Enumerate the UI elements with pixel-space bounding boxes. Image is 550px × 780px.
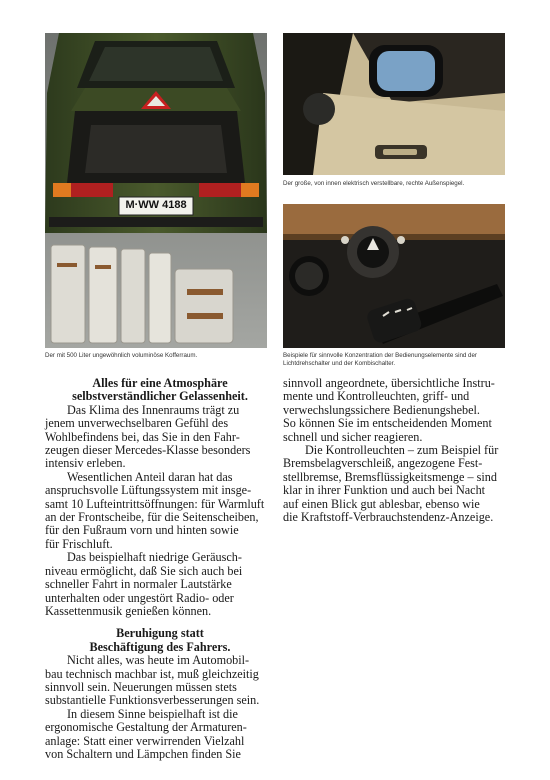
text-line: von Schaltern und Lämpchen finden Sie <box>45 746 241 761</box>
text-line: klar in ihrer Funktion und auch bei Nacht <box>283 483 486 498</box>
trunk-caption: Der mit 500 Liter ungewöhnlich voluminöse Kofferraum. <box>45 352 198 359</box>
text-line: Wesentlichen Anteil daran hat das <box>67 469 233 484</box>
text-line: auf einen Blick gut ablesbar, ebenso wie <box>283 496 480 511</box>
heading-atmosphere <box>45 377 275 404</box>
paragraph-warning-lights <box>283 444 518 524</box>
left-text-column <box>45 377 275 761</box>
text-line: für Frischluft. <box>45 536 113 551</box>
switches-photo <box>283 204 505 348</box>
text-line: Das beispielhaft niedrige Geräusch- <box>67 550 242 565</box>
paragraph-technology <box>45 654 275 708</box>
heading-driver <box>45 627 275 654</box>
text-line: sinnvoll sein. Neuerungen müssen stets <box>45 679 237 694</box>
text-line: verwechslungssichere Bedienungshebel. <box>283 402 480 417</box>
text-line: Bremsbelagverschleiß, angezogene Fest- <box>283 456 483 471</box>
heading-line: Alles für eine Atmosphäre <box>92 376 228 390</box>
text-line: Kassettenmusik genießen können. <box>45 603 212 618</box>
text-line: So können Sie im entscheidenden Moment <box>283 416 492 431</box>
heading-line: Beruhigung statt <box>116 626 204 641</box>
text-line: mente und Kontrolleuchten, griff- und <box>283 389 470 404</box>
text-line: stellbremse, Bremsflüssigkeitsmenge – sind <box>283 469 497 484</box>
mirror-photo-illustration <box>283 33 505 175</box>
text-line: samt 10 Lufteintrittsöffnungen: für Warmluft <box>45 496 265 511</box>
text-line: die Kraftstoff-Verbrauchstendenz-Anzeige. <box>283 510 494 525</box>
heading-line: selbstverständlicher Gelassenheit. <box>72 389 248 404</box>
text-line: sinnvoll angeordnete, übersichtliche Instru- <box>283 376 495 390</box>
text-line: ergonomische Gestaltung der Armaturen- <box>45 720 247 735</box>
text-line: anspruchsvolle Lüftungssystem mit insge- <box>45 483 252 498</box>
switches-caption <box>283 352 477 368</box>
paragraph-climate <box>45 404 275 471</box>
switches-caption-line-1: Beispiele für sinnvolle Konzentration der Bedienungselemente sind der <box>283 352 477 359</box>
text-line: jenem unverwechselbaren Gefühl des <box>45 416 229 431</box>
paragraph-noise <box>45 551 275 618</box>
text-line: schnell und sicher reagieren. <box>283 429 423 444</box>
text-line: intensiv erleben. <box>45 456 126 471</box>
switches-caption-line-2: Lichtdrehschalter und der Kombischalter. <box>283 360 396 367</box>
text-line: zeugen dieser Mercedes-Klasse besonders <box>45 443 251 458</box>
text-line: bau technisch machbar ist, muß gleichzeitig <box>45 666 259 681</box>
mirror-caption: Der große, von innen elektrisch verstellbare, rechte Außenspiegel. <box>283 180 465 187</box>
text-line: Das Klima des Innenraums trägt zu <box>67 402 240 417</box>
text-line: für den Fußraum vorn und hinten sowie <box>45 523 239 538</box>
text-line: an der Frontscheibe, für die Seitenscheiben, <box>45 510 259 525</box>
paragraph-ergonomics <box>45 708 275 762</box>
text-line: Nicht alles, was heute im Automobil- <box>67 653 250 668</box>
mirror-photo <box>283 33 505 175</box>
text-line: unterhalten oder ungestört Radio- oder <box>45 590 234 605</box>
text-line: In diesem Sinne beispielhaft ist die <box>67 706 238 721</box>
text-line: Die Kontrolleuchten – zum Beispiel für <box>305 443 499 458</box>
trunk-photo <box>45 33 267 348</box>
heading-line: Beschäftigung des Fahrers. <box>89 639 231 654</box>
switches-photo-illustration <box>283 204 505 348</box>
paragraph-ventilation <box>45 471 275 551</box>
trunk-photo-illustration <box>45 33 267 348</box>
right-text-column <box>283 377 518 524</box>
paragraph-instruments <box>283 377 518 444</box>
text-line: anlage: Statt einer verwirrenden Vielzahl <box>45 733 245 748</box>
text-line: niveau ermöglicht, daß Sie sich auch bei <box>45 563 243 578</box>
text-line: substantielle Funktionsverbesserungen sein. <box>45 693 260 708</box>
text-line: schneller Fahrt in normaler Lautstärke <box>45 577 232 592</box>
text-line: Wohlbefindens bei, das Sie in den Fahr- <box>45 429 240 444</box>
license-plate-text: M·WW 4188 <box>125 199 187 211</box>
